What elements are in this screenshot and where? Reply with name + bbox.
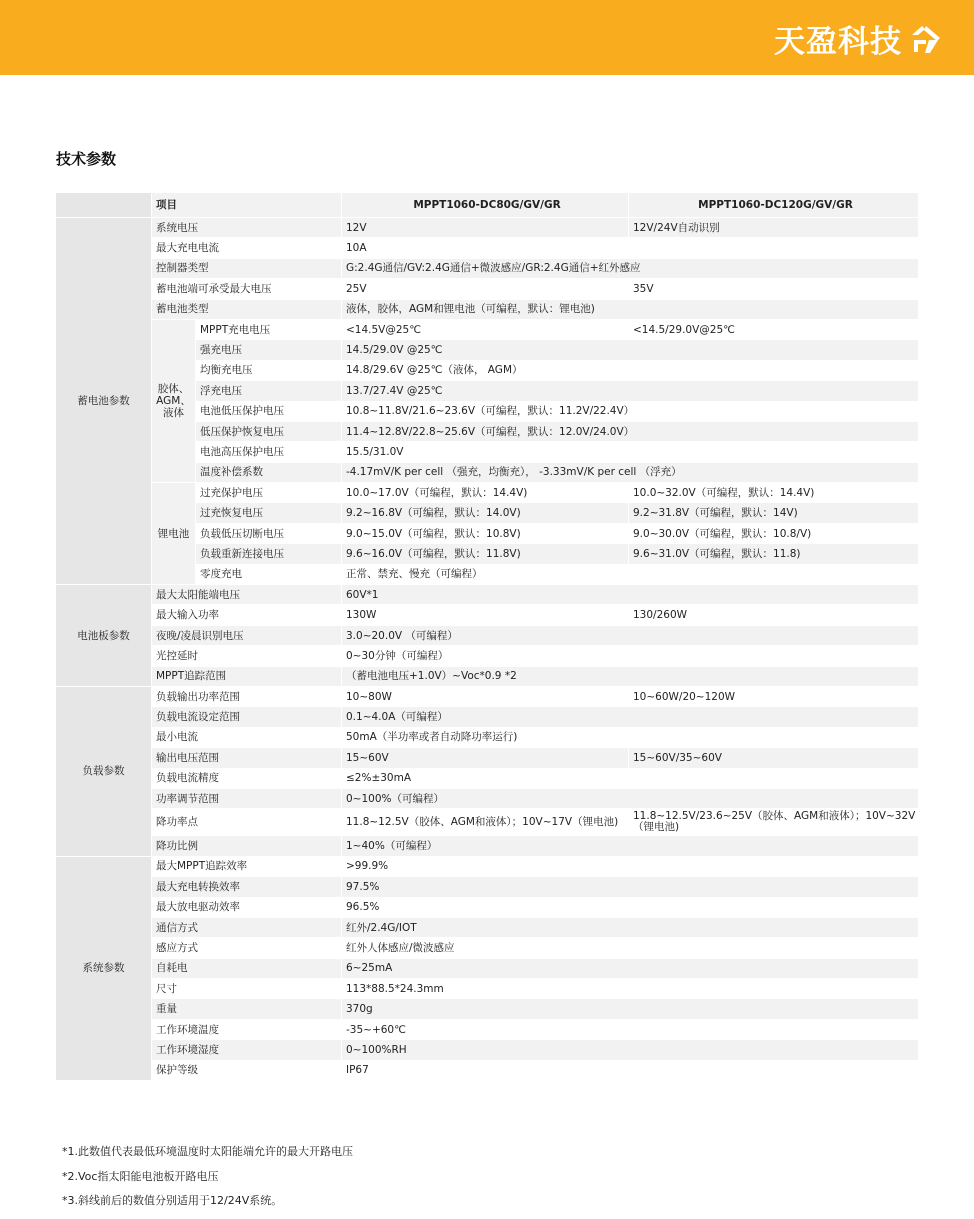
param-label: 最大MPPT追踪效率 bbox=[152, 856, 342, 876]
param-value: 红外/2.4G/IOT bbox=[342, 917, 919, 937]
table-row bbox=[56, 646, 919, 666]
table-row bbox=[56, 319, 919, 339]
table-row bbox=[56, 836, 919, 856]
param-value: 1~40%（可编程） bbox=[342, 836, 919, 856]
brand-logo bbox=[774, 16, 944, 61]
param-value-model-1: <14.5V@25℃ bbox=[342, 319, 629, 339]
table-row bbox=[56, 707, 919, 727]
param-label: 最大充电电流 bbox=[152, 238, 342, 258]
param-label: 过充保护电压 bbox=[196, 483, 342, 503]
table-row bbox=[56, 938, 919, 958]
param-value: 14.5/29.0V @25℃ bbox=[342, 340, 919, 360]
param-value: 11.4~12.8V/22.8~25.6V（可编程，默认：12.0V/24.0V） bbox=[342, 421, 919, 441]
param-label: MPPT充电电压 bbox=[196, 319, 342, 339]
table-row bbox=[56, 768, 919, 788]
param-label: 功率调节范围 bbox=[152, 788, 342, 808]
param-label: 最大太阳能端电压 bbox=[152, 585, 342, 605]
param-label: 负载重新连接电压 bbox=[196, 544, 342, 564]
footnote: *1.此数值代表最低环境温度时太阳能端允许的最大开路电压 bbox=[62, 1145, 353, 1158]
brand-mark-icon bbox=[908, 23, 944, 55]
param-value: 113*88.5*24.3mm bbox=[342, 979, 919, 999]
param-value: 13.7/27.4V @25℃ bbox=[342, 381, 919, 401]
param-label: 过充恢复电压 bbox=[196, 503, 342, 523]
table-row bbox=[56, 666, 919, 686]
param-value: 14.8/29.6V @25℃（液体， AGM） bbox=[342, 360, 919, 380]
table-row bbox=[56, 238, 919, 258]
param-value: 0~30分钟（可编程） bbox=[342, 646, 919, 666]
param-value: 正常、禁充、慢充（可编程） bbox=[342, 564, 919, 584]
param-label: 自耗电 bbox=[152, 958, 342, 978]
param-value: 15.5/31.0V bbox=[342, 442, 919, 462]
param-value-model-1: 9.6~16.0V（可编程，默认：11.8V) bbox=[342, 544, 629, 564]
group-system: 系统参数 bbox=[56, 856, 152, 1080]
table-row bbox=[56, 299, 919, 319]
param-label: 最大放电驱动效率 bbox=[152, 897, 342, 917]
column-header-item: 项目 bbox=[152, 193, 342, 218]
table-row bbox=[56, 686, 919, 706]
group-load: 负载参数 bbox=[56, 686, 152, 856]
group-battery: 蓄电池参数 bbox=[56, 218, 152, 585]
spec-table bbox=[55, 192, 919, 1081]
footnote: *2.Voc指太阳能电池板开路电压 bbox=[62, 1169, 219, 1183]
param-value: ≤2%±30mA bbox=[342, 768, 919, 788]
param-label: 蓄电池类型 bbox=[152, 299, 342, 319]
footnote: *3.斜线前后的数值分别适用于12/24V系统。 bbox=[62, 1194, 283, 1207]
param-value: >99.9% bbox=[342, 856, 919, 876]
param-value: 红外人体感应/微波感应 bbox=[342, 938, 919, 958]
brand-name: 天盈科技 bbox=[774, 24, 902, 60]
table-row bbox=[56, 748, 919, 768]
group-panel: 电池板参数 bbox=[56, 585, 152, 687]
table-row bbox=[56, 917, 919, 937]
param-value: 液体，胶体，AGM和锂电池（可编程，默认：锂电池) bbox=[342, 299, 919, 319]
table-row bbox=[56, 258, 919, 278]
param-value: 0~100%RH bbox=[342, 1040, 919, 1060]
param-label: 电池高压保护电压 bbox=[196, 442, 342, 462]
param-value-model-2: <14.5/29.0V@25℃ bbox=[629, 319, 919, 339]
param-value-model-2: 130/260W bbox=[629, 605, 919, 625]
param-value: 10.8~11.8V/21.6~23.6V（可编程，默认：11.2V/22.4V） bbox=[342, 401, 919, 421]
table-row bbox=[56, 483, 919, 503]
param-value-model-1: 12V bbox=[342, 218, 629, 238]
param-label: 最大输入功率 bbox=[152, 605, 342, 625]
param-value: （蓄电池电压+1.0V）~Voc*0.9 *2 bbox=[342, 666, 919, 686]
param-label: 蓄电池端可承受最大电压 bbox=[152, 279, 342, 299]
table-row bbox=[56, 1040, 919, 1060]
param-value-model-1: 15~60V bbox=[342, 748, 629, 768]
param-value-model-2: 9.2~31.8V（可编程，默认：14V) bbox=[629, 503, 919, 523]
table-row bbox=[56, 585, 919, 605]
param-label: 降功比例 bbox=[152, 836, 342, 856]
param-value-model-1: 25V bbox=[342, 279, 629, 299]
param-value: -4.17mV/K per cell （强充，均衡充）， -3.33mV/K per cell （浮充） bbox=[342, 462, 919, 482]
param-value-model-1: 10.0~17.0V（可编程，默认：14.4V) bbox=[342, 483, 629, 503]
table-row bbox=[56, 999, 919, 1019]
param-label: 输出电压范围 bbox=[152, 748, 342, 768]
param-label: 工作环境温度 bbox=[152, 1019, 342, 1039]
table-row bbox=[56, 218, 919, 238]
param-label: 零度充电 bbox=[196, 564, 342, 584]
param-value-model-2: 11.8~12.5V/23.6~25V（胶体、AGM和液体）；10V~32V（锂电池) bbox=[629, 809, 919, 836]
subgroup-lithium: 锂电池 bbox=[152, 483, 196, 585]
table-row bbox=[56, 625, 919, 645]
param-value: 370g bbox=[342, 999, 919, 1019]
param-value-model-1: 130W bbox=[342, 605, 629, 625]
table-row bbox=[56, 279, 919, 299]
subgroup-gel: 胶体、AGM、液体 bbox=[152, 319, 196, 482]
param-value: 3.0~20.0V （可编程） bbox=[342, 625, 919, 645]
param-value: IP67 bbox=[342, 1060, 919, 1080]
param-value: 60V*1 bbox=[342, 585, 919, 605]
param-label: 尺寸 bbox=[152, 979, 342, 999]
param-value-model-2: 9.6~31.0V（可编程，默认：11.8) bbox=[629, 544, 919, 564]
table-header-row bbox=[56, 193, 919, 218]
param-label: 系统电压 bbox=[152, 218, 342, 238]
param-label: 负载低压切断电压 bbox=[196, 523, 342, 543]
table-row bbox=[56, 958, 919, 978]
param-value: 97.5% bbox=[342, 877, 919, 897]
param-label: 浮充电压 bbox=[196, 381, 342, 401]
table-row bbox=[56, 1019, 919, 1039]
table-row bbox=[56, 979, 919, 999]
param-label: 通信方式 bbox=[152, 917, 342, 937]
param-label: 最大充电转换效率 bbox=[152, 877, 342, 897]
param-value: G:2.4G通信/GV:2.4G通信+微波感应/GR:2.4G通信+红外感应 bbox=[342, 258, 919, 278]
table-row bbox=[56, 897, 919, 917]
param-label: 电池低压保护电压 bbox=[196, 401, 342, 421]
param-label: 控制器类型 bbox=[152, 258, 342, 278]
param-value: 0~100%（可编程） bbox=[342, 788, 919, 808]
param-value-model-2: 12V/24V自动识别 bbox=[629, 218, 919, 238]
param-value-model-1: 9.2~16.8V（可编程，默认：14.0V) bbox=[342, 503, 629, 523]
param-value-model-2: 9.0~30.0V（可编程，默认：10.8/V) bbox=[629, 523, 919, 543]
param-label: 均衡充电压 bbox=[196, 360, 342, 380]
header-blank bbox=[56, 193, 152, 218]
param-label: 夜晚/凌晨识别电压 bbox=[152, 625, 342, 645]
param-label: 保护等级 bbox=[152, 1060, 342, 1080]
param-value-model-2: 10.0~32.0V（可编程，默认：14.4V) bbox=[629, 483, 919, 503]
param-value: 96.5% bbox=[342, 897, 919, 917]
top-banner bbox=[0, 0, 974, 75]
table-row bbox=[56, 727, 919, 747]
param-label: 感应方式 bbox=[152, 938, 342, 958]
table-row bbox=[56, 1060, 919, 1080]
table-row bbox=[56, 809, 919, 836]
param-value: 6~25mA bbox=[342, 958, 919, 978]
param-value-model-2: 15~60V/35~60V bbox=[629, 748, 919, 768]
section-title: 技术参数 bbox=[56, 150, 117, 168]
column-header-model-1: MPPT1060-DC80G/GV/GR bbox=[342, 193, 629, 218]
footnotes bbox=[62, 1140, 353, 1214]
param-value: 10A bbox=[342, 238, 919, 258]
param-value-model-1: 11.8~12.5V（胶体、AGM和液体）；10V~17V（锂电池) bbox=[342, 809, 629, 836]
table-row bbox=[56, 605, 919, 625]
column-header-model-2: MPPT1060-DC120G/GV/GR bbox=[629, 193, 919, 218]
param-label: 负载电流设定范围 bbox=[152, 707, 342, 727]
table-row bbox=[56, 877, 919, 897]
param-label: 负载输出功率范围 bbox=[152, 686, 342, 706]
param-value: 0.1~4.0A（可编程） bbox=[342, 707, 919, 727]
param-label: MPPT追踪范围 bbox=[152, 666, 342, 686]
param-label: 低压保护恢复电压 bbox=[196, 421, 342, 441]
param-value: 50mA（半功率或者自动降功率运行) bbox=[342, 727, 919, 747]
param-value-model-1: 9.0~15.0V（可编程，默认：10.8V) bbox=[342, 523, 629, 543]
param-label: 降功率点 bbox=[152, 809, 342, 836]
param-value-model-1: 10~80W bbox=[342, 686, 629, 706]
param-label: 最小电流 bbox=[152, 727, 342, 747]
param-label: 重量 bbox=[152, 999, 342, 1019]
param-label: 工作环境湿度 bbox=[152, 1040, 342, 1060]
table-row bbox=[56, 856, 919, 876]
param-value-model-2: 35V bbox=[629, 279, 919, 299]
param-label: 光控延时 bbox=[152, 646, 342, 666]
param-label: 强充电压 bbox=[196, 340, 342, 360]
param-label: 温度补偿系数 bbox=[196, 462, 342, 482]
param-value: -35~+60℃ bbox=[342, 1019, 919, 1039]
table-row bbox=[56, 788, 919, 808]
param-value-model-2: 10~60W/20~120W bbox=[629, 686, 919, 706]
param-label: 负载电流精度 bbox=[152, 768, 342, 788]
